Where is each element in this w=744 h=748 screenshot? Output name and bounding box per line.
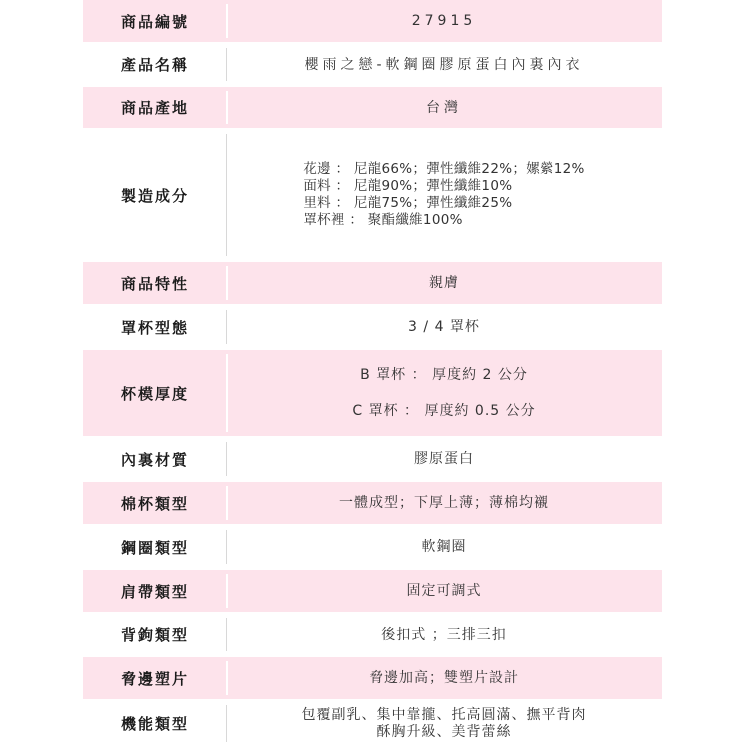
function-line: 酥胸升級、美背蕾絲 bbox=[376, 723, 512, 740]
spec-value: 脅邊加高；雙塑片設計 bbox=[369, 670, 519, 686]
spec-label: 杯模厚度 bbox=[121, 384, 190, 403]
column-divider bbox=[226, 134, 227, 256]
spec-value: 3 / 4 罩杯 bbox=[408, 319, 480, 335]
composition-line: 里料 ： 尼龍75%；彈性纖維25% bbox=[303, 195, 513, 211]
cup-thickness-line: C 罩杯 ： 厚度約 0.5 公分 bbox=[352, 403, 536, 419]
composition-list bbox=[303, 161, 584, 229]
column-divider bbox=[226, 486, 228, 520]
spec-value bbox=[226, 701, 662, 746]
spec-value bbox=[226, 350, 662, 436]
spec-row-cup-thickness bbox=[83, 350, 662, 438]
spec-label: 商品特性 bbox=[121, 274, 190, 293]
spec-row-lining bbox=[83, 438, 662, 482]
column-divider bbox=[226, 48, 227, 81]
spec-label: 罩杯型態 bbox=[121, 318, 190, 337]
spec-label: 脅邊塑片 bbox=[121, 669, 190, 688]
spec-row-strap-type bbox=[83, 570, 662, 614]
spec-label: 背鉤類型 bbox=[121, 626, 190, 644]
spec-row-hook-type bbox=[83, 614, 662, 657]
spec-value: 親膚 bbox=[429, 275, 459, 291]
spec-row-features bbox=[83, 262, 662, 306]
spec-label: 內裏材質 bbox=[121, 450, 190, 469]
spec-value: 膠原蛋白 bbox=[414, 451, 474, 467]
spec-row-function bbox=[83, 701, 662, 748]
spec-row-wire-type bbox=[83, 526, 662, 570]
column-divider bbox=[226, 661, 228, 695]
spec-value: 一體成型；下厚上薄；薄棉均襯 bbox=[339, 495, 549, 511]
column-divider bbox=[226, 266, 228, 300]
spec-row-pad-type bbox=[83, 482, 662, 526]
composition-line: 罩杯裡 ： 聚酯纖維100% bbox=[303, 212, 463, 228]
column-divider bbox=[226, 530, 227, 564]
spec-label: 肩帶類型 bbox=[121, 582, 190, 601]
column-divider bbox=[226, 4, 228, 38]
column-divider bbox=[226, 442, 227, 476]
column-divider bbox=[226, 91, 228, 124]
spec-row-origin bbox=[83, 87, 662, 130]
column-divider bbox=[226, 574, 228, 608]
spec-value: 櫻雨之戀-軟鋼圈膠原蛋白內裏內衣 bbox=[304, 56, 584, 73]
spec-value: 固定可調式 bbox=[406, 583, 482, 599]
spec-row-composition bbox=[83, 130, 662, 262]
spec-label: 商品產地 bbox=[121, 99, 190, 117]
spec-row-item-number bbox=[83, 0, 662, 44]
column-divider bbox=[226, 618, 227, 651]
spec-label: 鋼圈類型 bbox=[121, 538, 190, 557]
spec-value bbox=[226, 130, 662, 260]
spec-label: 製造成分 bbox=[121, 186, 190, 205]
cup-thickness-list bbox=[352, 366, 535, 420]
spec-value: 台灣 bbox=[426, 99, 462, 116]
composition-line: 面料 ： 尼龍90%；彈性纖維10% bbox=[303, 178, 513, 194]
composition-line: 花邊 ： 尼龍66%；彈性纖維22%；嫘縈12% bbox=[303, 161, 585, 177]
spec-row-cup-style bbox=[83, 306, 662, 350]
cup-thickness-line: B 罩杯 ： 厚度約 2 公分 bbox=[360, 367, 528, 383]
product-spec-table bbox=[83, 0, 662, 748]
spec-row-product-name bbox=[83, 44, 662, 87]
column-divider bbox=[226, 705, 227, 742]
column-divider bbox=[226, 310, 227, 344]
spec-value: 後扣式 ；三排三扣 bbox=[381, 626, 507, 643]
spec-label: 商品編號 bbox=[121, 12, 190, 31]
spec-label: 機能類型 bbox=[121, 715, 190, 733]
spec-value: 27915 bbox=[411, 13, 477, 29]
column-divider bbox=[226, 354, 228, 432]
spec-row-side-panel bbox=[83, 657, 662, 701]
spec-value: 軟鋼圈 bbox=[421, 539, 467, 555]
spec-label: 棉杯類型 bbox=[121, 494, 190, 513]
spec-label: 產品名稱 bbox=[121, 56, 190, 74]
function-line: 包覆副乳、集中靠攏、托高圓滿、撫平背肉 bbox=[301, 706, 587, 723]
